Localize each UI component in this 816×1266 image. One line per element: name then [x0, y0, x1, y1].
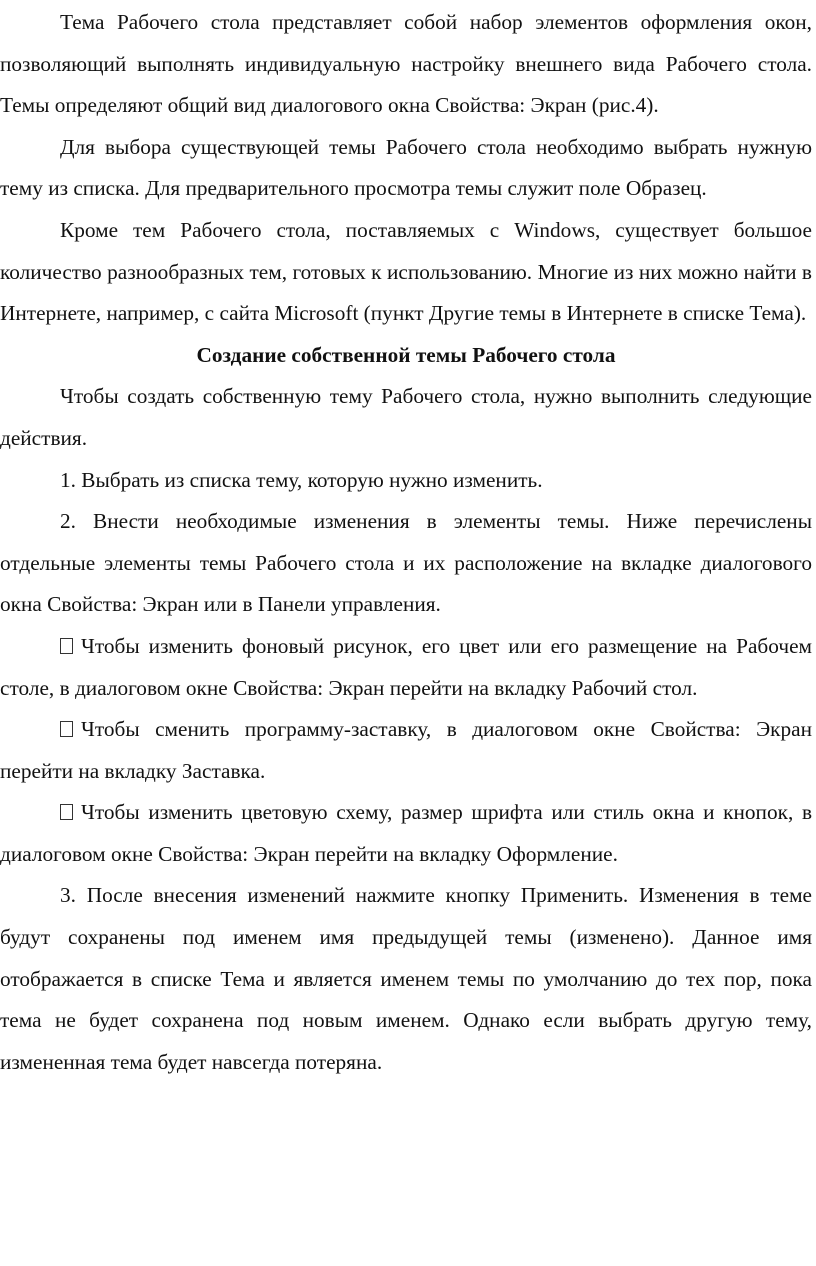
bullet-item-background [0, 626, 812, 709]
bullet-box-icon [60, 638, 73, 654]
step-1: 1. Выбрать из списка тему, которую нужно изменить. [60, 467, 543, 492]
paragraph-create-intro: Чтобы создать собственную тему Рабочего стола, нужно выполнить следующие действия. [0, 384, 812, 450]
bullet-text: Чтобы изменить фоновый рисунок, его цвет или его размещение на Рабочем столе, в диалоговом окне Свойства: Экран перейти на вкладку Рабочий стол. [0, 633, 812, 700]
bullet-item-screensaver [0, 709, 812, 792]
step-2: 2. Внести необходимые изменения в элементы темы. Ниже перечислены отдельные элементы темы Рабочего стола и их расположение на вкладке диалогового окна Свойства: Экран или в Панели управления. [0, 509, 812, 617]
bullet-box-icon [60, 804, 73, 820]
bullet-box-icon [60, 721, 73, 737]
bullet-item-appearance [0, 792, 812, 875]
paragraph-other-themes: Кроме тем Рабочего стола, поставляемых с Windows, существует большое количество разнообразных тем, готовых к использованию. Многие из них можно найти в Интернете, например, с сайта Microsoft (пункт Другие темы в Интернете в списке Тема). [0, 217, 812, 326]
bullet-text: Чтобы сменить программу-заставку, в диалоговом окне Свойства: Экран перейти на вкладку Заставка. [0, 717, 812, 783]
step-3: 3. После внесения изменений нажмите кнопку Применить. Изменения в теме будут сохранены под именем имя предыдущей темы (изменено). Данное имя отображается в списке Тема и является именем темы по умолчанию до тех пор, пока тема не будет сохранена под новым именем. Однако если выбрать другую тему, измененная тема будет навсегда потеряна. [0, 883, 812, 1074]
bullet-text: Чтобы изменить цветовую схему, размер шрифта или стиль окна и кнопок, в диалоговом окне Свойства: Экран перейти на вкладку Оформление. [0, 800, 812, 866]
paragraph-theme-definition: Тема Рабочего стола представляет собой набор элементов оформления окон, позволяющий выполнять индивидуальную настройку внешнего вида Рабочего стола. Темы определяют общий вид диалогового окна Свойства: Экран (рис.4). [0, 10, 812, 118]
section-heading: Создание собственной темы Рабочего стола [196, 342, 616, 367]
paragraph-theme-selection: Для выбора существующей темы Рабочего стола необходимо выбрать нужную тему из списка. Для предварительного просмотра темы служит поле Образец. [0, 134, 812, 201]
